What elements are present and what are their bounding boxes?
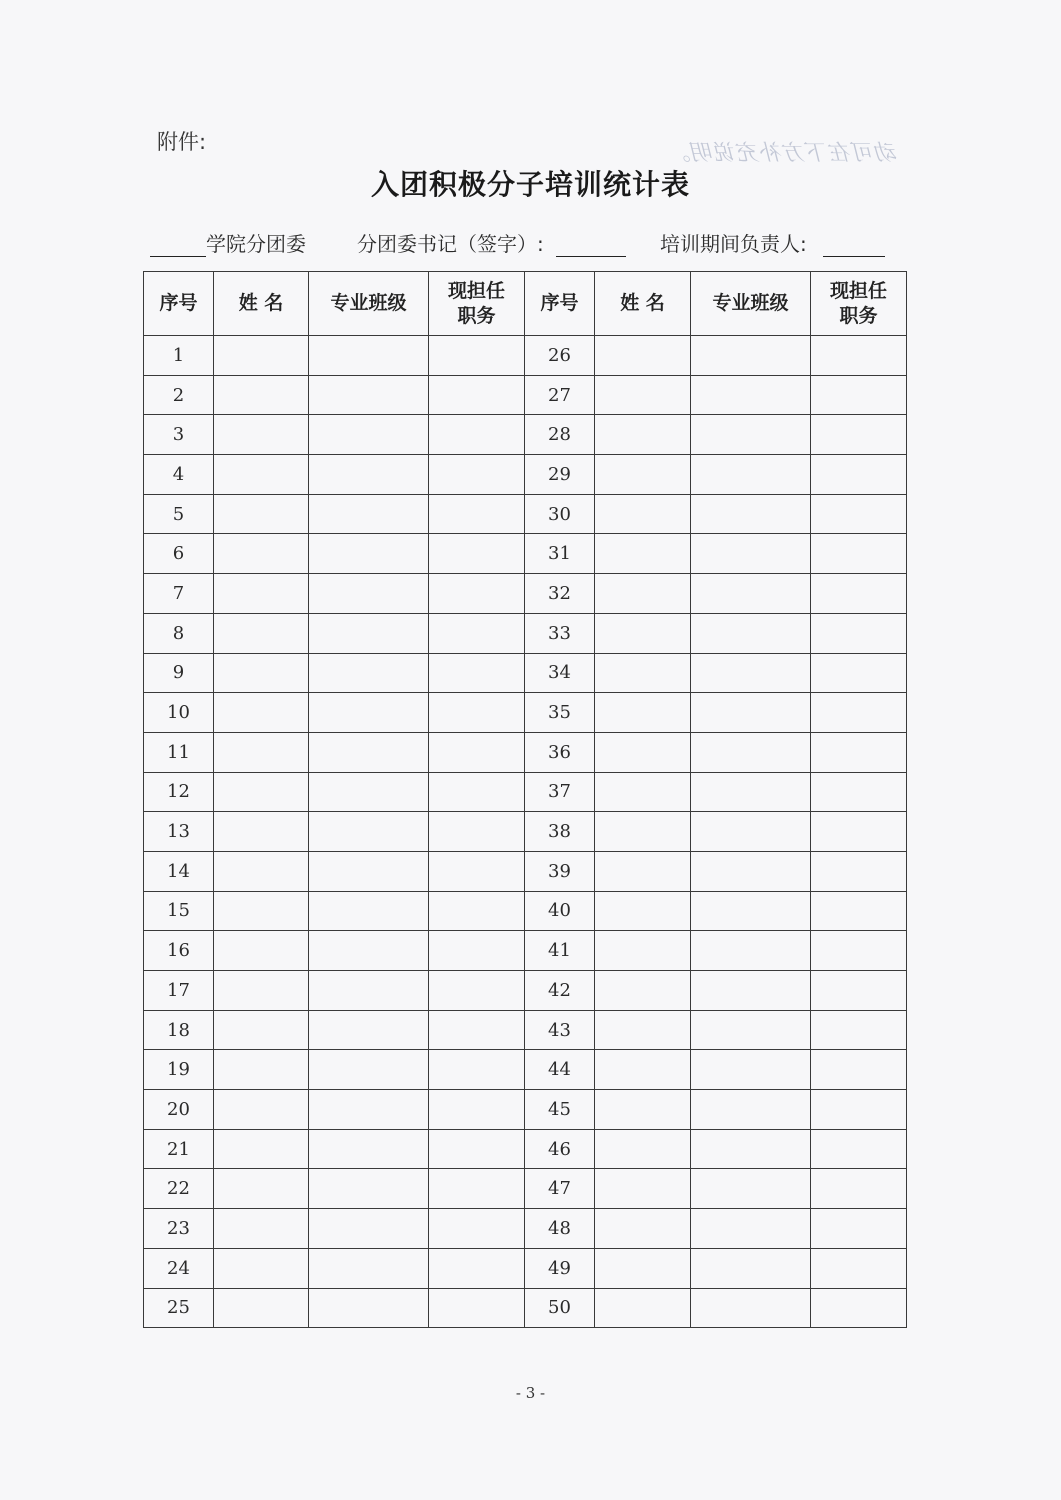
class-cell[interactable] — [691, 772, 811, 812]
table-row — [144, 1090, 907, 1130]
seq-cell: 38 — [525, 812, 595, 852]
name-cell[interactable] — [214, 693, 309, 733]
position-cell[interactable] — [429, 772, 525, 812]
seq-cell: 18 — [144, 1010, 214, 1050]
seq-cell: 41 — [525, 931, 595, 971]
name-cell[interactable] — [214, 812, 309, 852]
name-cell[interactable] — [214, 375, 309, 415]
seq-cell: 13 — [144, 812, 214, 852]
table-row — [144, 574, 907, 614]
table-row — [144, 1169, 907, 1209]
seq-cell: 19 — [144, 1050, 214, 1090]
class-cell[interactable] — [691, 931, 811, 971]
class-cell[interactable] — [309, 1209, 429, 1249]
position-cell[interactable] — [811, 891, 907, 931]
table-row — [144, 931, 907, 971]
college-committee-label: 学院分团委 — [206, 232, 306, 256]
seq-cell: 35 — [525, 693, 595, 733]
name-cell[interactable] — [214, 415, 309, 455]
name-cell[interactable] — [214, 1050, 309, 1090]
position-header: 现担任 职务 — [811, 272, 907, 336]
name-cell[interactable] — [595, 1010, 691, 1050]
class-cell[interactable] — [691, 1209, 811, 1249]
class-cell[interactable] — [309, 1288, 429, 1328]
name-cell[interactable] — [214, 574, 309, 614]
name-cell[interactable] — [595, 574, 691, 614]
seq-cell: 28 — [525, 415, 595, 455]
table-row — [144, 1288, 907, 1328]
name-cell[interactable] — [214, 613, 309, 653]
position-cell[interactable] — [429, 1209, 525, 1249]
class-cell[interactable] — [309, 812, 429, 852]
seq-cell: 11 — [144, 732, 214, 772]
name-cell[interactable] — [595, 971, 691, 1011]
table-row — [144, 375, 907, 415]
class-cell[interactable] — [309, 653, 429, 693]
class-cell[interactable] — [691, 1050, 811, 1090]
page-number: - 3 - — [515, 1384, 546, 1402]
position-cell[interactable] — [811, 1248, 907, 1288]
table-row — [144, 772, 907, 812]
seq-cell: 24 — [144, 1248, 214, 1288]
table-row — [144, 336, 907, 376]
seq-cell: 4 — [144, 455, 214, 495]
name-cell[interactable] — [214, 851, 309, 891]
position-cell[interactable] — [429, 1169, 525, 1209]
secretary-sign-line — [357, 228, 626, 257]
seq-cell: 2 — [144, 375, 214, 415]
class-cell[interactable] — [309, 494, 429, 534]
position-cell[interactable] — [811, 1090, 907, 1130]
class-cell[interactable] — [691, 494, 811, 534]
seq-cell: 40 — [525, 891, 595, 931]
class-cell[interactable] — [309, 415, 429, 455]
name-cell[interactable] — [595, 693, 691, 733]
seq-cell: 20 — [144, 1090, 214, 1130]
position-cell[interactable] — [811, 375, 907, 415]
name-cell[interactable] — [214, 336, 309, 376]
name-header: 姓 名 — [595, 272, 691, 336]
position-cell[interactable] — [811, 653, 907, 693]
position-cell[interactable] — [429, 931, 525, 971]
table-row — [144, 693, 907, 733]
table-row — [144, 455, 907, 495]
position-cell[interactable] — [811, 1288, 907, 1328]
college-committee-line — [150, 228, 306, 257]
name-cell[interactable] — [214, 1248, 309, 1288]
name-cell[interactable] — [595, 534, 691, 574]
class-cell[interactable] — [691, 1288, 811, 1328]
position-cell[interactable] — [811, 1169, 907, 1209]
position-cell[interactable] — [429, 732, 525, 772]
table-row — [144, 891, 907, 931]
position-cell[interactable] — [429, 415, 525, 455]
table-header-row — [144, 272, 907, 336]
attachment-label: 附件: — [157, 130, 207, 154]
class-cell[interactable] — [309, 613, 429, 653]
name-cell[interactable] — [214, 1129, 309, 1169]
seq-cell: 42 — [525, 971, 595, 1011]
seq-cell: 36 — [525, 732, 595, 772]
position-cell[interactable] — [811, 931, 907, 971]
seq-cell: 1 — [144, 336, 214, 376]
position-cell[interactable] — [811, 534, 907, 574]
position-cell[interactable] — [429, 891, 525, 931]
secretary-sign-label: 分团委书记（签字）: — [357, 232, 544, 256]
class-cell[interactable] — [309, 336, 429, 376]
position-cell[interactable] — [429, 613, 525, 653]
bleed-through-text: 动可在下方补充说明。 — [668, 141, 899, 166]
seq-cell: 47 — [525, 1169, 595, 1209]
table-row — [144, 534, 907, 574]
name-cell[interactable] — [595, 415, 691, 455]
position-cell[interactable] — [429, 971, 525, 1011]
name-cell[interactable] — [214, 1010, 309, 1050]
class-cell[interactable] — [309, 851, 429, 891]
name-cell[interactable] — [595, 455, 691, 495]
table-row — [144, 851, 907, 891]
name-cell[interactable] — [595, 375, 691, 415]
seq-cell: 22 — [144, 1169, 214, 1209]
college-blank[interactable] — [150, 230, 206, 257]
training-lead-line — [660, 228, 885, 257]
name-cell[interactable] — [595, 613, 691, 653]
position-cell[interactable] — [811, 1129, 907, 1169]
seq-header: 序号 — [144, 272, 214, 336]
seq-cell: 10 — [144, 693, 214, 733]
class-cell[interactable] — [691, 732, 811, 772]
seq-cell: 45 — [525, 1090, 595, 1130]
name-cell[interactable] — [214, 494, 309, 534]
class-cell[interactable] — [691, 693, 811, 733]
seq-cell: 26 — [525, 336, 595, 376]
position-cell[interactable] — [429, 693, 525, 733]
seq-cell: 46 — [525, 1129, 595, 1169]
position-cell[interactable] — [429, 494, 525, 534]
position-cell[interactable] — [811, 415, 907, 455]
table-row — [144, 415, 907, 455]
class-cell[interactable] — [309, 931, 429, 971]
seq-cell: 17 — [144, 971, 214, 1011]
name-cell[interactable] — [214, 1209, 309, 1249]
position-cell[interactable] — [429, 336, 525, 376]
name-cell[interactable] — [214, 971, 309, 1011]
class-cell[interactable] — [691, 455, 811, 495]
position-header: 现担任 职务 — [429, 272, 525, 336]
seq-cell: 5 — [144, 494, 214, 534]
class-header: 专业班级 — [309, 272, 429, 336]
name-cell[interactable] — [214, 1288, 309, 1328]
seq-cell: 32 — [525, 574, 595, 614]
class-cell[interactable] — [691, 1090, 811, 1130]
name-cell[interactable] — [214, 1169, 309, 1209]
class-cell[interactable] — [309, 1248, 429, 1288]
seq-cell: 34 — [525, 653, 595, 693]
class-cell[interactable] — [691, 1248, 811, 1288]
class-cell[interactable] — [309, 1169, 429, 1209]
table-row — [144, 1129, 907, 1169]
seq-cell: 14 — [144, 851, 214, 891]
name-cell[interactable] — [214, 534, 309, 574]
class-cell[interactable] — [691, 851, 811, 891]
seq-cell: 50 — [525, 1288, 595, 1328]
position-cell[interactable] — [811, 1050, 907, 1090]
position-cell[interactable] — [811, 1209, 907, 1249]
class-cell[interactable] — [691, 1169, 811, 1209]
table-row — [144, 1010, 907, 1050]
seq-cell: 6 — [144, 534, 214, 574]
seq-cell: 23 — [144, 1209, 214, 1249]
name-cell[interactable] — [595, 336, 691, 376]
position-cell[interactable] — [429, 851, 525, 891]
training-lead-blank[interactable] — [823, 230, 885, 257]
training-lead-label: 培训期间负责人: — [660, 232, 807, 256]
seq-cell: 43 — [525, 1010, 595, 1050]
class-cell[interactable] — [309, 375, 429, 415]
position-cell[interactable] — [429, 375, 525, 415]
seq-cell: 7 — [144, 574, 214, 614]
table-row — [144, 494, 907, 534]
name-cell[interactable] — [595, 494, 691, 534]
seq-cell: 33 — [525, 613, 595, 653]
class-cell[interactable] — [691, 812, 811, 852]
name-cell[interactable] — [595, 1169, 691, 1209]
name-cell[interactable] — [595, 851, 691, 891]
position-cell[interactable] — [811, 971, 907, 1011]
table-row — [144, 971, 907, 1011]
seq-header: 序号 — [525, 272, 595, 336]
seq-cell: 16 — [144, 931, 214, 971]
table-row — [144, 613, 907, 653]
name-cell[interactable] — [214, 653, 309, 693]
position-cell[interactable] — [811, 851, 907, 891]
name-header: 姓 名 — [214, 272, 309, 336]
seq-cell: 31 — [525, 534, 595, 574]
class-cell[interactable] — [691, 971, 811, 1011]
table-row — [144, 1248, 907, 1288]
table-row — [144, 653, 907, 693]
class-cell[interactable] — [309, 971, 429, 1011]
name-cell[interactable] — [595, 931, 691, 971]
position-cell[interactable] — [811, 574, 907, 614]
table-row — [144, 812, 907, 852]
class-cell[interactable] — [309, 534, 429, 574]
position-cell[interactable] — [429, 534, 525, 574]
seq-cell: 15 — [144, 891, 214, 931]
seq-cell: 39 — [525, 851, 595, 891]
name-cell[interactable] — [214, 732, 309, 772]
position-cell[interactable] — [429, 1288, 525, 1328]
position-cell[interactable] — [429, 1090, 525, 1130]
class-cell[interactable] — [309, 1010, 429, 1050]
page-title: 入团积极分子培训统计表 — [370, 168, 690, 201]
secretary-sign-blank[interactable] — [556, 230, 626, 257]
statistics-table — [143, 271, 907, 1328]
name-cell[interactable] — [595, 1129, 691, 1169]
seq-cell: 21 — [144, 1129, 214, 1169]
class-cell[interactable] — [309, 1129, 429, 1169]
seq-cell: 3 — [144, 415, 214, 455]
class-cell[interactable] — [691, 1010, 811, 1050]
seq-cell: 44 — [525, 1050, 595, 1090]
seq-cell: 48 — [525, 1209, 595, 1249]
name-cell[interactable] — [595, 1209, 691, 1249]
class-cell[interactable] — [309, 693, 429, 733]
seq-cell: 12 — [144, 772, 214, 812]
position-cell[interactable] — [429, 1010, 525, 1050]
class-cell[interactable] — [691, 613, 811, 653]
name-cell[interactable] — [214, 931, 309, 971]
position-cell[interactable] — [429, 1129, 525, 1169]
position-cell[interactable] — [811, 812, 907, 852]
name-cell[interactable] — [595, 1248, 691, 1288]
class-cell[interactable] — [691, 1129, 811, 1169]
class-cell[interactable] — [309, 1050, 429, 1090]
name-cell[interactable] — [214, 1090, 309, 1130]
seq-cell: 29 — [525, 455, 595, 495]
name-cell[interactable] — [595, 891, 691, 931]
seq-cell: 37 — [525, 772, 595, 812]
name-cell[interactable] — [595, 772, 691, 812]
position-cell[interactable] — [429, 1248, 525, 1288]
class-cell[interactable] — [309, 891, 429, 931]
table-row — [144, 732, 907, 772]
position-cell[interactable] — [811, 494, 907, 534]
name-cell[interactable] — [214, 455, 309, 495]
position-cell[interactable] — [811, 693, 907, 733]
name-cell[interactable] — [214, 772, 309, 812]
seq-cell: 30 — [525, 494, 595, 534]
name-cell[interactable] — [595, 732, 691, 772]
name-cell[interactable] — [595, 1090, 691, 1130]
seq-cell: 9 — [144, 653, 214, 693]
position-cell[interactable] — [429, 653, 525, 693]
name-cell[interactable] — [595, 1050, 691, 1090]
class-cell[interactable] — [691, 891, 811, 931]
position-cell[interactable] — [429, 1050, 525, 1090]
class-cell[interactable] — [691, 534, 811, 574]
table-row — [144, 1050, 907, 1090]
name-cell[interactable] — [214, 891, 309, 931]
position-cell[interactable] — [429, 574, 525, 614]
class-header: 专业班级 — [691, 272, 811, 336]
class-cell[interactable] — [309, 772, 429, 812]
position-cell[interactable] — [811, 336, 907, 376]
seq-cell: 27 — [525, 375, 595, 415]
position-cell[interactable] — [811, 732, 907, 772]
seq-cell: 8 — [144, 613, 214, 653]
class-cell[interactable] — [691, 653, 811, 693]
name-cell[interactable] — [595, 1288, 691, 1328]
class-cell[interactable] — [691, 415, 811, 455]
position-cell[interactable] — [811, 613, 907, 653]
class-cell[interactable] — [309, 455, 429, 495]
position-cell[interactable] — [429, 455, 525, 495]
position-cell[interactable] — [811, 1010, 907, 1050]
class-cell[interactable] — [691, 375, 811, 415]
class-cell[interactable] — [309, 574, 429, 614]
class-cell[interactable] — [309, 732, 429, 772]
name-cell[interactable] — [595, 653, 691, 693]
class-cell[interactable] — [691, 574, 811, 614]
position-cell[interactable] — [429, 812, 525, 852]
class-cell[interactable] — [691, 336, 811, 376]
seq-cell: 49 — [525, 1248, 595, 1288]
position-cell[interactable] — [811, 772, 907, 812]
position-cell[interactable] — [811, 455, 907, 495]
table-row — [144, 1209, 907, 1249]
seq-cell: 25 — [144, 1288, 214, 1328]
name-cell[interactable] — [595, 812, 691, 852]
class-cell[interactable] — [309, 1090, 429, 1130]
